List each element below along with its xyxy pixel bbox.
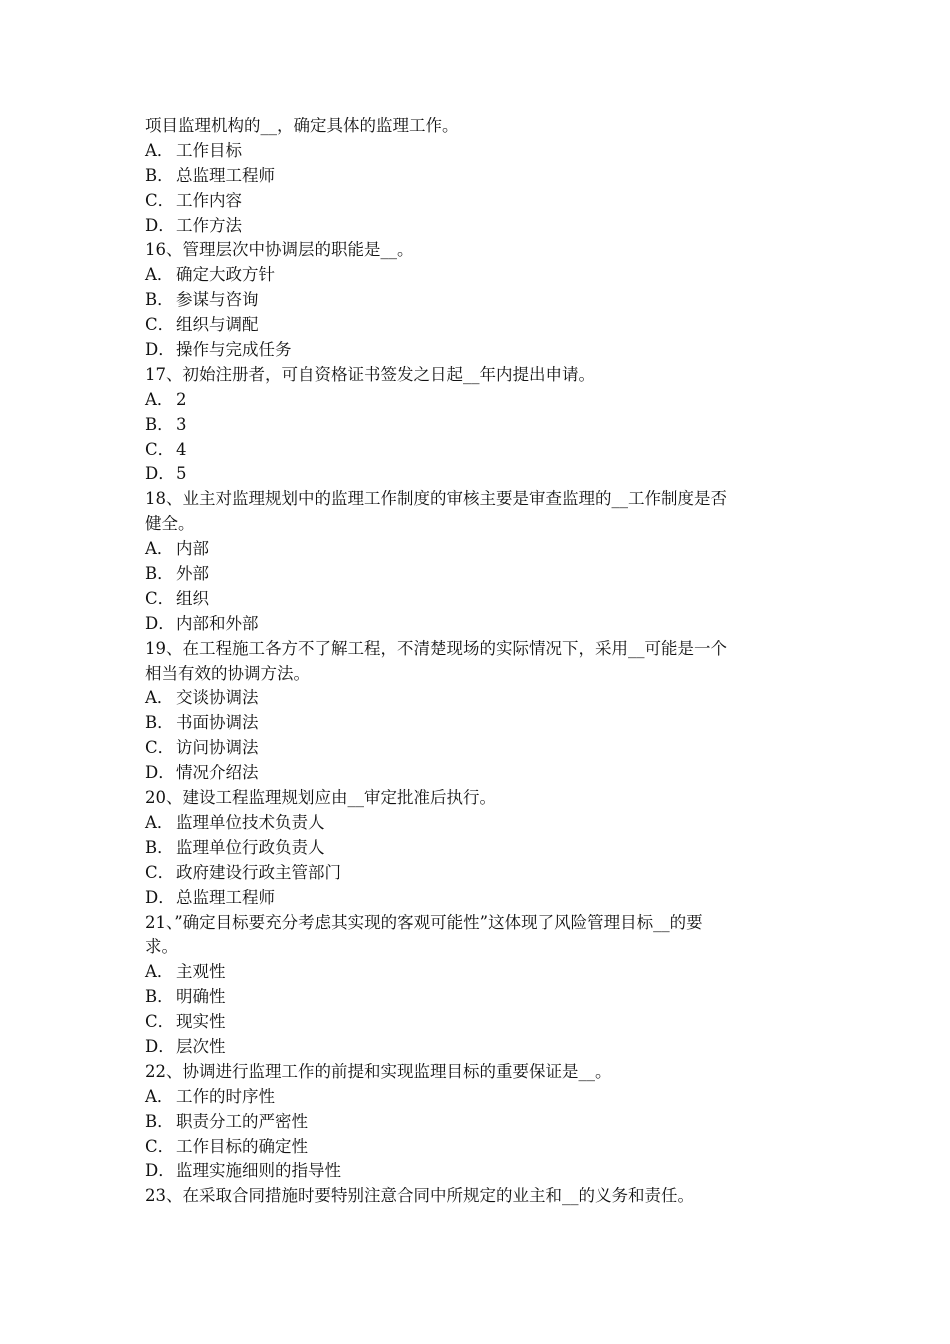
question-stem-continued: 求。 <box>145 937 178 957</box>
option-letter: B． <box>145 1111 174 1131</box>
question-stem: 22、协调进行监理工作的前提和实现监理目标的重要保证是__。 <box>145 1061 612 1081</box>
question-block <box>145 637 815 786</box>
question-stem: 项目监理机构的__，确定具体的监理工作。 <box>145 116 459 135</box>
option-letter: B． <box>145 564 174 584</box>
question-stem: 21、”确定目标要充分考虑其实现的客观可能性”这体现了风险管理目标__的要 <box>145 912 703 932</box>
option-c <box>145 438 815 463</box>
option-text: 2 <box>176 389 187 409</box>
option-text: 主观性 <box>176 962 226 982</box>
question-stem: 16、管理层次中协调层的职能是__。 <box>145 240 414 260</box>
option-text: 明确性 <box>176 987 226 1007</box>
option-d <box>145 612 815 637</box>
option-letter: D． <box>145 215 175 235</box>
option-letter: C． <box>145 862 175 882</box>
option-letter: A． <box>145 812 174 832</box>
option-text: 3 <box>176 414 187 434</box>
option-text: 参谋与咨询 <box>176 290 259 310</box>
question-stem-continued: 相当有效的协调方法。 <box>145 663 310 683</box>
option-b <box>145 413 815 438</box>
option-letter: A． <box>145 140 174 160</box>
option-b <box>145 562 815 587</box>
option-c <box>145 861 815 886</box>
option-text: 组织与调配 <box>176 315 259 335</box>
option-a <box>145 686 815 711</box>
option-b <box>145 1110 815 1135</box>
option-a <box>145 537 815 562</box>
option-letter: A． <box>145 265 174 285</box>
option-c <box>145 313 815 338</box>
question-block <box>145 911 815 1060</box>
option-text: 访问协调法 <box>176 738 259 758</box>
option-c <box>145 587 815 612</box>
question-stem: 19、在工程施工各方不了解工程，不清楚现场的实际情况下，采用__可能是一个 <box>145 638 727 658</box>
question-list <box>145 238 815 1209</box>
option-text: 工作方法 <box>176 215 242 235</box>
option-b <box>145 164 815 189</box>
option-text: 书面协调法 <box>176 713 259 733</box>
question-block <box>145 363 815 487</box>
option-c <box>145 1135 815 1160</box>
option-letter: D． <box>145 1161 175 1181</box>
option-a <box>145 1085 815 1110</box>
option-text: 操作与完成任务 <box>176 340 292 360</box>
option-b <box>145 985 815 1010</box>
question-block <box>145 487 815 636</box>
option-letter: A． <box>145 1086 174 1106</box>
question-block <box>145 1060 815 1184</box>
option-letter: C． <box>145 588 175 608</box>
option-text: 政府建设行政主管部门 <box>176 862 341 882</box>
option-text: 内部 <box>176 539 209 559</box>
option-letter: C． <box>145 439 175 459</box>
option-text: 职责分工的严密性 <box>176 1111 308 1131</box>
option-letter: D． <box>145 464 175 484</box>
question-block <box>145 1184 815 1209</box>
option-d <box>145 1159 815 1184</box>
option-text: 总监理工程师 <box>176 165 275 185</box>
option-d <box>145 462 815 487</box>
option-text: 监理单位行政负责人 <box>176 837 325 857</box>
option-text: 确定大政方针 <box>176 265 275 285</box>
option-d <box>145 1035 815 1060</box>
question-stem: 20、建设工程监理规划应由__审定批准后执行。 <box>145 788 496 808</box>
option-letter: C． <box>145 738 175 758</box>
option-d <box>145 214 815 239</box>
option-letter: C． <box>145 1136 175 1156</box>
option-d <box>145 761 815 786</box>
option-text: 工作内容 <box>176 190 242 210</box>
option-text: 4 <box>176 439 187 459</box>
option-text: 现实性 <box>176 1012 226 1032</box>
option-a <box>145 388 815 413</box>
option-letter: D． <box>145 887 175 907</box>
option-b <box>145 836 815 861</box>
option-letter: B． <box>145 713 174 733</box>
option-letter: A． <box>145 389 174 409</box>
option-text: 总监理工程师 <box>176 887 275 907</box>
option-b <box>145 711 815 736</box>
option-a <box>145 139 815 164</box>
option-a <box>145 263 815 288</box>
option-c <box>145 189 815 214</box>
option-text: 工作目标的确定性 <box>176 1136 308 1156</box>
option-letter: A． <box>145 962 174 982</box>
document-page <box>145 114 815 1209</box>
question-block <box>145 786 815 910</box>
option-letter: C． <box>145 190 175 210</box>
option-d <box>145 338 815 363</box>
option-a <box>145 960 815 985</box>
option-text: 外部 <box>176 564 209 584</box>
question-stem-continued: 健全。 <box>145 514 195 534</box>
option-text: 监理单位技术负责人 <box>176 812 325 832</box>
option-text: 情况介绍法 <box>176 763 259 783</box>
option-text: 层次性 <box>176 1036 226 1056</box>
option-letter: A． <box>145 688 174 708</box>
option-text: 组织 <box>176 588 209 608</box>
option-letter: D． <box>145 340 175 360</box>
option-letter: D． <box>145 763 175 783</box>
option-letter: C． <box>145 315 175 335</box>
question-block <box>145 238 815 362</box>
option-text: 交谈协调法 <box>176 688 259 708</box>
option-text: 5 <box>176 464 187 484</box>
option-text: 内部和外部 <box>176 613 259 633</box>
option-b <box>145 288 815 313</box>
option-c <box>145 736 815 761</box>
option-letter: D． <box>145 613 175 633</box>
question-stem: 17、初始注册者，可自资格证书签发之日起__年内提出申请。 <box>145 364 595 384</box>
option-letter: B． <box>145 837 174 857</box>
option-letter: B． <box>145 165 174 185</box>
option-text: 工作的时序性 <box>176 1086 275 1106</box>
option-text: 工作目标 <box>176 140 242 160</box>
option-letter: A． <box>145 539 174 559</box>
option-c <box>145 1010 815 1035</box>
option-letter: B． <box>145 414 174 434</box>
option-letter: B． <box>145 290 174 310</box>
question-stem: 23、在采取合同措施时要特别注意合同中所规定的业主和__的义务和责任。 <box>145 1186 694 1206</box>
option-text: 监理实施细则的指导性 <box>176 1161 341 1181</box>
option-letter: C． <box>145 1012 175 1032</box>
option-letter: D． <box>145 1036 175 1056</box>
option-a <box>145 811 815 836</box>
option-letter: B． <box>145 987 174 1007</box>
question-stem: 18、业主对监理规划中的监理工作制度的审核主要是审查监理的__工作制度是否 <box>145 489 727 509</box>
option-d <box>145 886 815 911</box>
option-list <box>145 139 815 239</box>
